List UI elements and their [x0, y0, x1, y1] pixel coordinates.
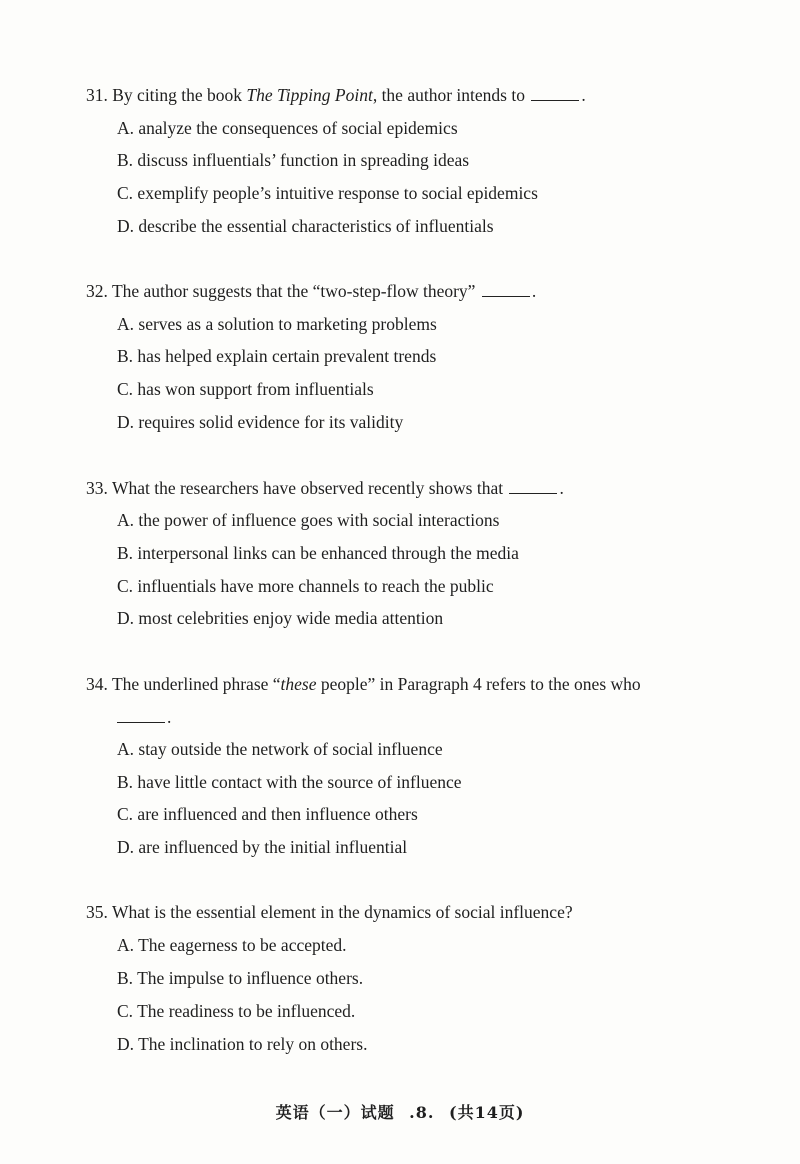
option-33-d[interactable]: D. most celebrities enjoy wide media attention: [117, 608, 444, 628]
option-32-c[interactable]: C. has won support from influentials: [117, 379, 374, 399]
answer-blank: [531, 86, 579, 101]
question-33-stem: [86, 477, 564, 499]
option-31-c[interactable]: C. exemplify people’s intuitive response to social epidemics: [117, 183, 538, 203]
question-number: 31.: [86, 85, 108, 105]
answer-blank: [117, 708, 165, 723]
question-34-blank-line: [117, 706, 171, 728]
question-number: 32.: [86, 281, 108, 301]
question-number: 33.: [86, 478, 108, 498]
stem-end: .: [167, 707, 172, 727]
question-number: 35.: [86, 902, 108, 922]
stem-text: By citing the book: [112, 85, 247, 105]
option-35-d[interactable]: D. The inclination to rely on others.: [117, 1034, 368, 1054]
option-32-d[interactable]: D. requires solid evidence for its validity: [117, 412, 404, 432]
stem-end: .: [559, 478, 564, 498]
option-32-a[interactable]: A. serves as a solution to marketing problems: [117, 314, 437, 334]
option-33-c[interactable]: C. influentials have more channels to reach the public: [117, 576, 494, 596]
question-34-stem: [86, 673, 641, 695]
question-31-stem: [86, 84, 586, 106]
stem-end: .: [581, 85, 586, 105]
option-31-d[interactable]: D. describe the essential characteristics of influentials: [117, 216, 494, 236]
emphasized-phrase: these: [280, 674, 317, 694]
stem-text: The underlined phrase “: [111, 674, 281, 694]
option-33-a[interactable]: A. the power of influence goes with social interactions: [117, 510, 500, 530]
stem-text: What the researchers have observed recently shows that: [111, 478, 504, 498]
option-34-b[interactable]: B. have little contact with the source of influence: [117, 772, 462, 792]
option-32-b[interactable]: B. has helped explain certain prevalent trends: [117, 346, 437, 366]
option-31-a[interactable]: A. analyze the consequences of social epidemics: [117, 118, 458, 138]
footer-page-number: .8.: [409, 1103, 435, 1122]
option-35-c[interactable]: C. The readiness to be influenced.: [117, 1001, 356, 1021]
answer-blank: [482, 282, 530, 297]
stem-text: , the author intends to: [372, 85, 525, 105]
page-footer: [0, 1100, 800, 1123]
question-number: 34.: [86, 674, 108, 694]
option-34-a[interactable]: A. stay outside the network of social influence: [117, 739, 443, 759]
option-33-b[interactable]: B. interpersonal links can be enhanced through the media: [117, 543, 519, 563]
stem-text: What is the essential element in the dynamics of social influence?: [111, 902, 573, 922]
option-35-b[interactable]: B. The impulse to influence others.: [117, 968, 364, 988]
stem-end: .: [531, 281, 537, 301]
stem-text: The author suggests that the “two-step-flow theory”: [111, 281, 476, 301]
stem-text: people” in Paragraph 4 refers to the ones who: [316, 674, 641, 694]
option-34-d[interactable]: D. are influenced by the initial influential: [117, 837, 408, 857]
book-title: The Tipping Point: [246, 85, 373, 105]
footer-subject: 英语（一）试题: [275, 1103, 395, 1122]
option-34-c[interactable]: C. are influenced and then influence others: [117, 804, 418, 824]
option-35-a[interactable]: A. The eagerness to be accepted.: [117, 935, 347, 955]
footer-total-pages: (共14页): [449, 1103, 525, 1122]
question-32-stem: [86, 280, 536, 302]
question-35-stem: [86, 901, 573, 923]
answer-blank: [509, 479, 557, 494]
option-31-b[interactable]: B. discuss influentials’ function in spreading ideas: [117, 150, 470, 170]
